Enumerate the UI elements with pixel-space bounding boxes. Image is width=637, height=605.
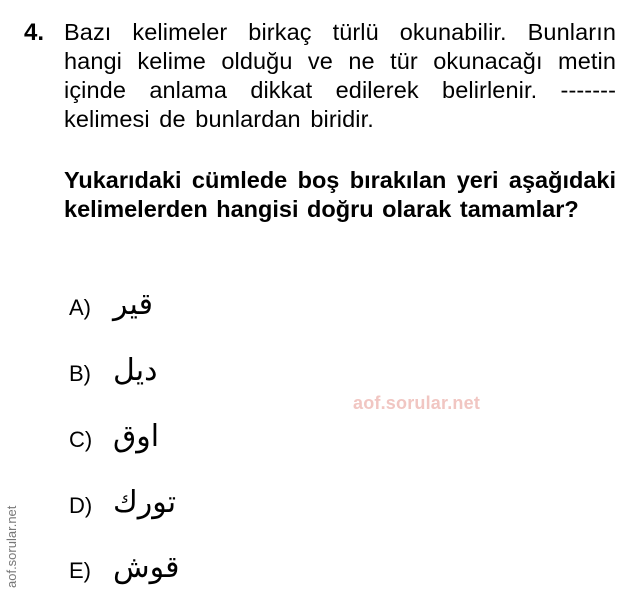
option-word: اوق: [113, 419, 160, 454]
option-word: ديل: [113, 353, 158, 388]
option-word: قوش: [113, 550, 180, 585]
question-prompt: Yukarıdaki cümlede boş bırakılan yeri aşağıdaki kelimelerden hangisi doğru olarak tamamlar?: [64, 167, 616, 222]
option-letter: E): [69, 558, 91, 583]
option-letter: B): [69, 361, 91, 386]
option-letter: C): [69, 427, 93, 452]
option-word: قير: [113, 287, 153, 322]
question-text: Bazı kelimeler birkaç türlü okunabilir. Bunların hangi kelime olduğu ve ne tür okunacağı metin içinde anlama dikkat edilerek belirlenir. ------- kelimesi de bunlardan biridir.: [64, 19, 616, 132]
option-letter: A): [69, 295, 91, 320]
watermark-text: aof.sorular.net: [353, 393, 481, 413]
side-watermark-text: aof.sorular.net: [4, 505, 19, 588]
question-number: 4.: [24, 19, 45, 46]
option-letter: D): [69, 493, 93, 518]
option-word: تورك: [113, 485, 177, 520]
